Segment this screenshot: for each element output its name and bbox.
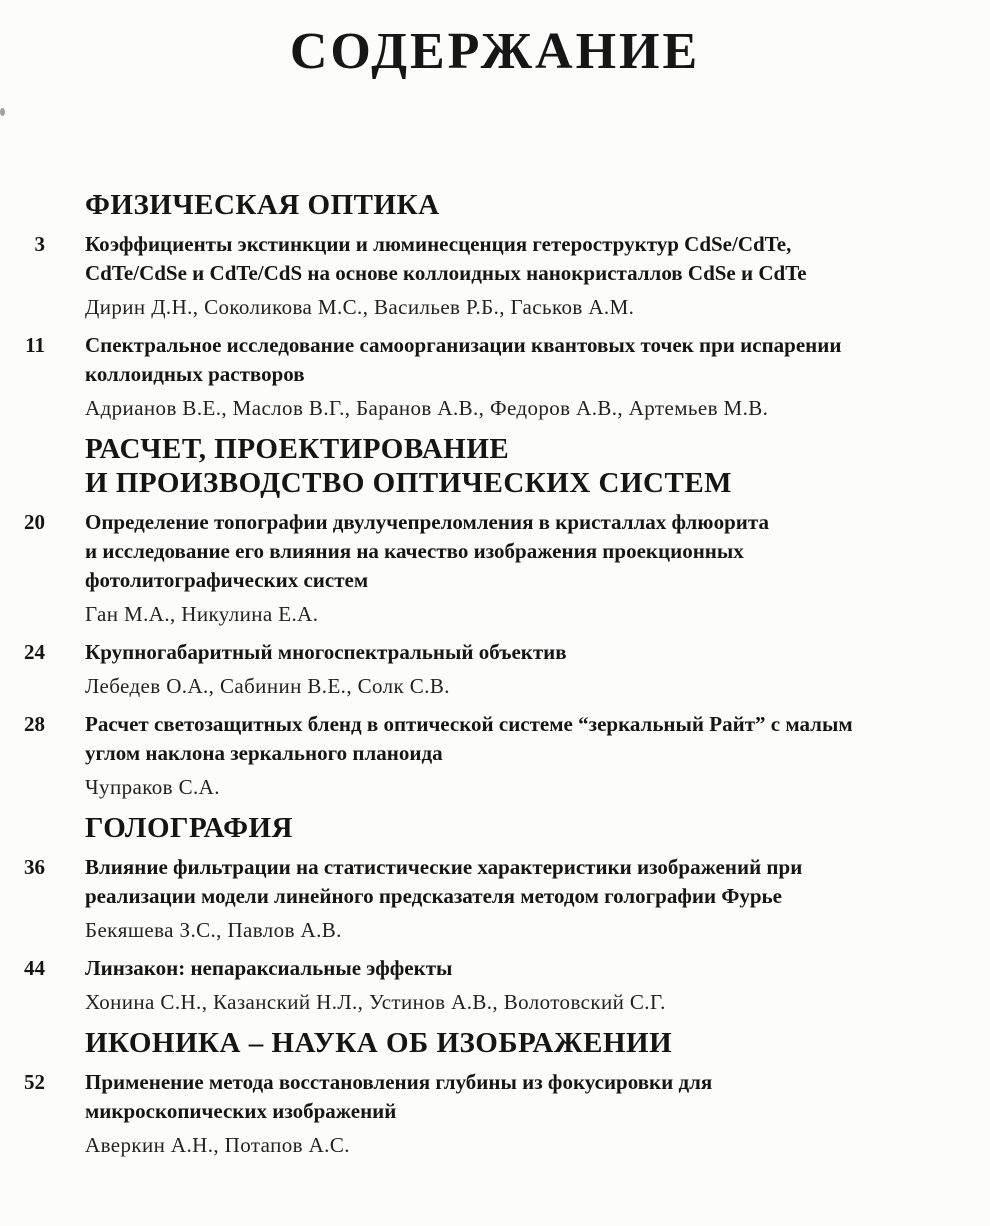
entry-page-number: 11 — [25, 333, 45, 357]
toc-entry — [0, 331, 990, 421]
entry-page-number: 36 — [24, 855, 45, 879]
entry-body — [85, 954, 962, 1015]
toc-entry — [0, 954, 990, 1015]
entry-page-number: 52 — [24, 1070, 45, 1094]
entry-title — [85, 638, 962, 667]
entry-title-line: CdTe/CdSe и CdTe/CdS на основе коллоидных нанокристаллов CdSe и CdTe — [85, 261, 807, 285]
entry-title-line: и исследование его влияния на качество изображения проекционных — [85, 539, 744, 563]
entry-authors: Хонина С.Н., Казанский Н.Л., Устинов А.В., Волотовский С.Г. — [85, 990, 666, 1014]
entry-authors: Дирин Д.Н., Соколикова М.С., Васильев Р.Б., Гаськов А.М. — [85, 295, 635, 319]
entry-body — [85, 638, 962, 699]
section-holography — [0, 811, 990, 1015]
toc-entry — [0, 638, 990, 699]
entry-title-line: Коэффициенты экстинкции и люминесценция гетероструктур CdSe/CdTe, — [85, 232, 792, 256]
entry-page-number: 20 — [24, 510, 45, 534]
section-heading — [85, 811, 990, 845]
section-design-production — [0, 432, 990, 800]
entry-title-line: Определение топографии двулучепреломления в кристаллах флюорита — [85, 510, 769, 534]
entry-title-line: Применение метода восстановления глубины из фокусировки для — [85, 1070, 713, 1094]
entry-authors: Чупраков С.А. — [85, 775, 220, 799]
entry-authors: Лебедев О.А., Сабинин В.Е., Солк С.В. — [85, 674, 450, 698]
toc-entry — [0, 710, 990, 800]
section-heading-line: И ПРОИЗВОДСТВО ОПТИЧЕСКИХ СИСТЕМ — [85, 467, 733, 499]
entry-authors: Ган М.А., Никулина Е.А. — [85, 602, 319, 626]
entry-body — [85, 331, 962, 421]
toc-entry — [0, 230, 990, 320]
section-heading-line: РАСЧЕТ, ПРОЕКТИРОВАНИЕ — [85, 433, 510, 465]
section-heading — [85, 432, 990, 500]
entry-title-line: микроскопических изображений — [85, 1099, 397, 1123]
entry-title — [85, 853, 962, 911]
table-of-contents — [0, 188, 990, 1158]
entry-body — [85, 508, 962, 627]
entry-title — [85, 1068, 962, 1126]
entry-title — [85, 331, 962, 389]
entry-title-line: коллоидных растворов — [85, 362, 305, 386]
section-heading — [85, 188, 990, 222]
scan-artifact — [0, 108, 5, 116]
section-heading-line: ИКОНИКА – НАУКА ОБ ИЗОБРАЖЕНИИ — [85, 1027, 673, 1059]
entry-title — [85, 230, 962, 288]
entry-page-number: 24 — [24, 640, 45, 664]
entry-title-line: Спектральное исследование самоорганизации квантовых точек при испарении — [85, 333, 842, 357]
entry-title — [85, 508, 962, 595]
section-heading — [85, 1026, 990, 1060]
entry-page-number: 28 — [24, 712, 45, 736]
section-physical-optics — [0, 188, 990, 421]
entry-body — [85, 710, 962, 800]
entry-title-line: фотолитографических систем — [85, 568, 369, 592]
entry-authors: Бекяшева З.С., Павлов А.В. — [85, 918, 342, 942]
toc-entry — [0, 853, 990, 943]
entry-title-line: Расчет светозащитных бленд в оптической системе “зеркальный Райт” с малым — [85, 712, 853, 736]
section-heading-line: ФИЗИЧЕСКАЯ ОПТИКА — [85, 189, 440, 221]
entry-title — [85, 954, 962, 983]
entry-title-line: углом наклона зеркального планоида — [85, 741, 443, 765]
toc-entry — [0, 1068, 990, 1158]
entry-title-line: реализации модели линейного предсказателя методом голографии Фурье — [85, 884, 782, 908]
entry-authors: Адрианов В.Е., Маслов В.Г., Баранов А.В., Федоров А.В., Артемьев М.В. — [85, 396, 769, 420]
entry-body — [85, 230, 962, 320]
section-heading-line: ГОЛОГРАФИЯ — [85, 812, 293, 844]
page-title: СОДЕРЖАНИЕ — [289, 23, 701, 80]
entry-title — [85, 710, 962, 768]
section-ikonika — [0, 1026, 990, 1158]
toc-entry — [0, 508, 990, 627]
entry-body — [85, 853, 962, 943]
entry-title-line: Линзакон: непараксиальные эффекты — [85, 956, 453, 980]
entry-page-number: 44 — [24, 956, 45, 980]
entry-page-number: 3 — [34, 232, 45, 256]
entry-body — [85, 1068, 962, 1158]
entry-title-line: Влияние фильтрации на статистические характеристики изображений при — [85, 855, 803, 879]
entry-authors: Аверкин А.Н., Потапов А.С. — [85, 1133, 350, 1157]
entry-title-line: Крупногабаритный многоспектральный объектив — [85, 640, 567, 664]
